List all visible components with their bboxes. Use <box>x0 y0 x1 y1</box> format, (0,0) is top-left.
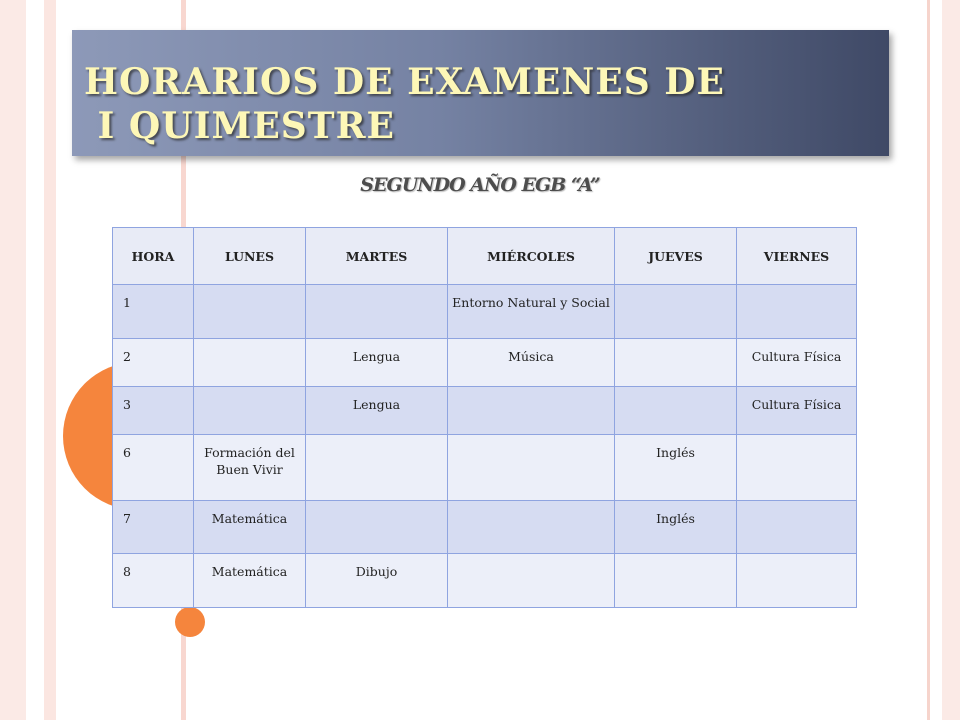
subject-cell <box>737 554 857 608</box>
title-banner <box>72 30 889 156</box>
subject-cell <box>306 285 448 339</box>
table-row <box>113 285 857 339</box>
column-header: LUNES <box>194 228 306 285</box>
decorative-circle-small <box>175 607 205 637</box>
subject-cell <box>615 554 737 608</box>
subject-cell <box>448 435 615 501</box>
subject-cell <box>448 554 615 608</box>
subject-cell <box>194 339 306 387</box>
subject-cell: Lengua <box>306 339 448 387</box>
subject-cell <box>737 501 857 554</box>
decorative-bar-right <box>942 0 960 720</box>
subject-cell: Entorno Natural y Social <box>448 285 615 339</box>
hour-cell: 3 <box>113 387 194 435</box>
subject-cell: Matemática <box>194 501 306 554</box>
exam-schedule-table <box>112 227 857 608</box>
subject-cell: Formación del Buen Vivir <box>194 435 306 501</box>
subject-cell: Lengua <box>306 387 448 435</box>
decorative-bar-left <box>0 0 26 720</box>
subject-cell <box>306 435 448 501</box>
subject-cell: Matemática <box>194 554 306 608</box>
subject-cell <box>448 387 615 435</box>
hour-cell: 8 <box>113 554 194 608</box>
table-row <box>113 339 857 387</box>
table-row <box>113 554 857 608</box>
column-header: MARTES <box>306 228 448 285</box>
subject-cell: Música <box>448 339 615 387</box>
subject-cell: Cultura Física <box>737 339 857 387</box>
subject-cell <box>448 501 615 554</box>
hour-cell: 1 <box>113 285 194 339</box>
page-title: HORARIOS DE EXAMENES DE I QUIMESTRE <box>84 61 725 147</box>
subject-cell: Inglés <box>615 435 737 501</box>
subject-cell <box>615 339 737 387</box>
subject-cell <box>306 501 448 554</box>
table-row <box>113 387 857 435</box>
subject-cell <box>615 387 737 435</box>
column-header: VIERNES <box>737 228 857 285</box>
subject-cell: Inglés <box>615 501 737 554</box>
subject-cell: Dibujo <box>306 554 448 608</box>
subject-cell <box>615 285 737 339</box>
hour-cell: 6 <box>113 435 194 501</box>
table-row <box>113 501 857 554</box>
column-header: MIÉRCOLES <box>448 228 615 285</box>
decorative-bar-left-inner <box>44 0 56 720</box>
subject-cell <box>194 387 306 435</box>
subject-cell <box>737 285 857 339</box>
table-header-row <box>113 228 857 285</box>
subject-cell <box>737 435 857 501</box>
column-header: HORA <box>113 228 194 285</box>
subject-cell: Cultura Física <box>737 387 857 435</box>
hour-cell: 2 <box>113 339 194 387</box>
subject-cell <box>194 285 306 339</box>
page-subtitle: SEGUNDO AÑO EGB “A” <box>360 174 600 196</box>
column-header: JUEVES <box>615 228 737 285</box>
hour-cell: 7 <box>113 501 194 554</box>
decorative-line-right <box>927 0 930 720</box>
table-row <box>113 435 857 501</box>
